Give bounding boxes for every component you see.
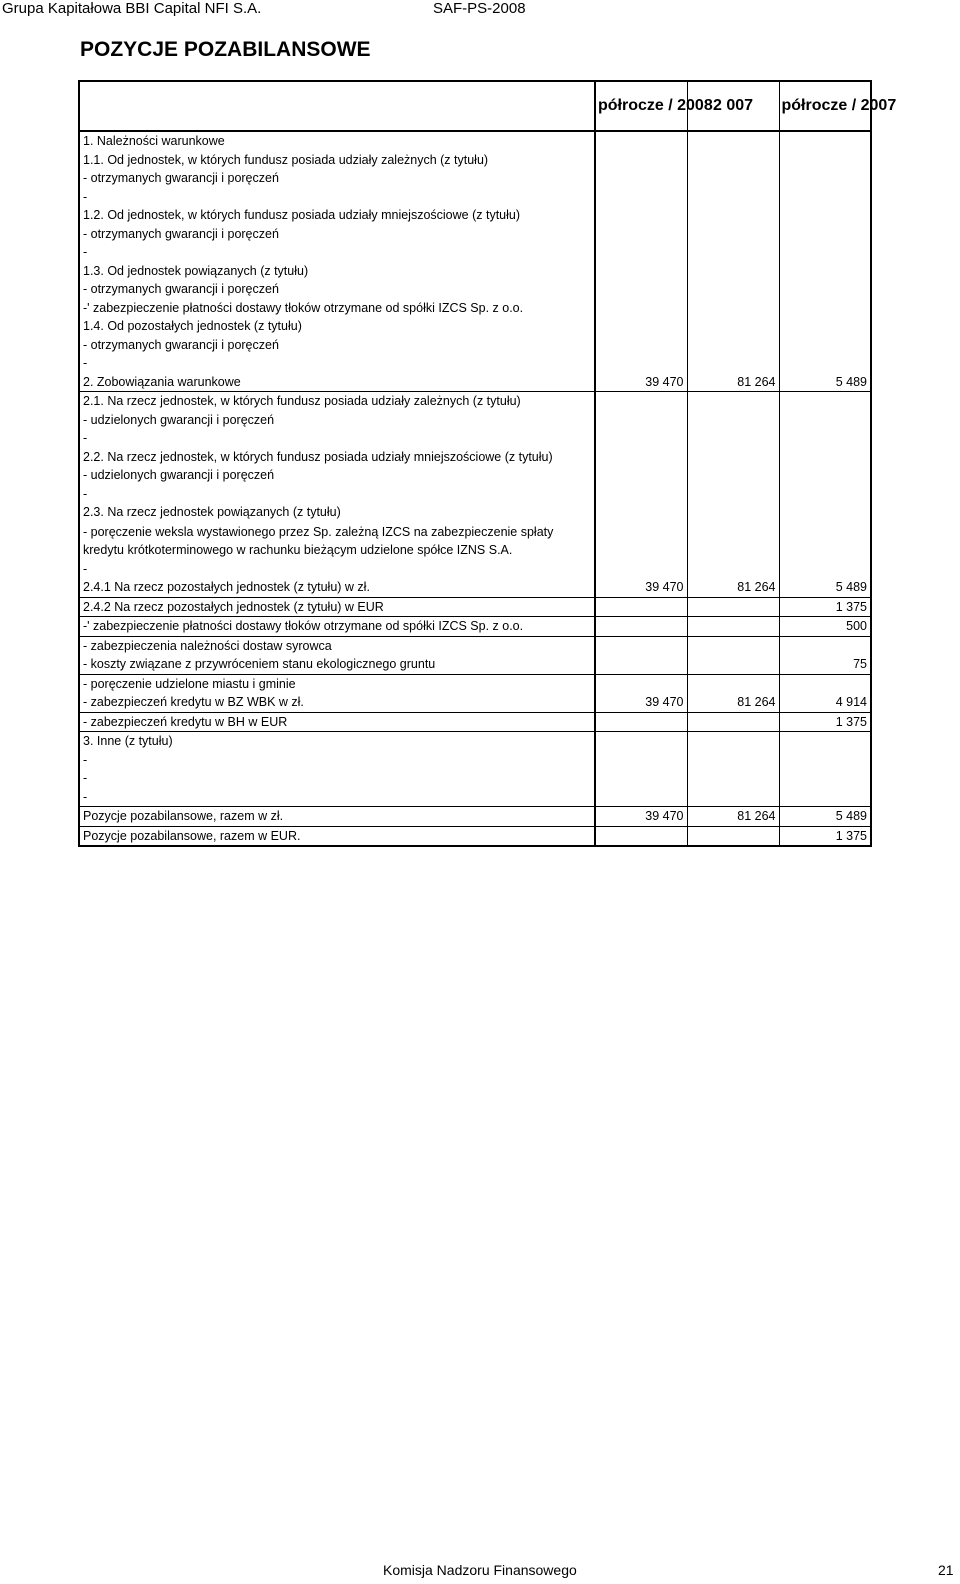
- row-value-v1: [595, 674, 687, 693]
- row-value-v1: [595, 503, 687, 522]
- row-value-v1: [595, 336, 687, 355]
- table-row: [79, 225, 871, 244]
- row-label: - poręczenie weksla wystawionego przez Sp. zależną IZCS na zabezpieczenie spłaty kredytu krótkoterminowego w rachunku bieżącym udzielone spółce IZNS S.A.: [79, 522, 595, 560]
- row-value-v1: [595, 732, 687, 751]
- row-value-v1: [595, 448, 687, 467]
- row-label: Pozycje pozabilansowe, razem w EUR.: [79, 826, 595, 846]
- table-row: [79, 392, 871, 411]
- row-value-v3: [779, 560, 871, 579]
- row-value-v2: [687, 751, 779, 770]
- row-value-v3: [779, 280, 871, 299]
- row-value-v1: [595, 751, 687, 770]
- row-value-v3: [779, 151, 871, 170]
- row-value-v3: [779, 392, 871, 411]
- row-value-v3: [779, 466, 871, 485]
- row-value-v2: [687, 169, 779, 188]
- row-value-v3: [779, 225, 871, 244]
- row-value-v1: [595, 826, 687, 846]
- table-row: [79, 636, 871, 655]
- table-row: [79, 485, 871, 504]
- row-label: 2.4.1 Na rzecz pozostałych jednostek (z tytułu) w zł.: [79, 578, 595, 597]
- row-value-v2: 81 264: [687, 373, 779, 392]
- row-value-v1: [595, 243, 687, 262]
- table-row: [79, 693, 871, 712]
- row-value-v1: [595, 769, 687, 788]
- table-row: [79, 503, 871, 522]
- row-label: - udzielonych gwarancji i poręczeń: [79, 411, 595, 430]
- row-label: - udzielonych gwarancji i poręczeń: [79, 466, 595, 485]
- table-row: [79, 751, 871, 770]
- row-label: -: [79, 429, 595, 448]
- row-value-v3: [779, 411, 871, 430]
- report-code: SAF-PS-2008: [433, 0, 526, 17]
- row-value-v2: [687, 188, 779, 207]
- table-row: [79, 336, 871, 355]
- row-label: -: [79, 788, 595, 807]
- table-row: [79, 243, 871, 262]
- row-value-v2: [687, 336, 779, 355]
- table-row: [79, 655, 871, 674]
- row-label: - poręczenie udzielone miastu i gminie: [79, 674, 595, 693]
- table-header-row: [79, 81, 871, 131]
- row-value-v2: [687, 597, 779, 617]
- row-value-v1: [595, 151, 687, 170]
- table-row: [79, 262, 871, 281]
- table-row: [79, 280, 871, 299]
- row-value-v3: [779, 262, 871, 281]
- table-row: [79, 151, 871, 170]
- row-value-v1: [595, 560, 687, 579]
- table-row: [79, 578, 871, 597]
- row-label: 1.2. Od jednostek, w których fundusz posiada udziały mniejszościowe (z tytułu): [79, 206, 595, 225]
- off-balance-table: [78, 80, 897, 847]
- row-label: - otrzymanych gwarancji i poręczeń: [79, 225, 595, 244]
- row-value-v3: 1 375: [779, 712, 871, 732]
- row-value-v3: [779, 788, 871, 807]
- table-row: [79, 373, 871, 392]
- row-value-v3: [779, 448, 871, 467]
- row-label: 2.2. Na rzecz jednostek, w których fundusz posiada udziały mniejszościowe (z tytułu): [79, 448, 595, 467]
- row-label: -: [79, 188, 595, 207]
- row-label: 1.1. Od jednostek, w których fundusz posiada udziały zależnych (z tytułu): [79, 151, 595, 170]
- row-value-v1: [595, 788, 687, 807]
- row-label: 1.4. Od pozostałych jednostek (z tytułu): [79, 317, 595, 336]
- row-value-v3: [779, 636, 871, 655]
- row-value-v2: [687, 262, 779, 281]
- row-value-v1: [595, 429, 687, 448]
- table-row: [79, 354, 871, 373]
- row-value-v3: [779, 299, 871, 318]
- row-value-v2: [687, 392, 779, 411]
- table-row: [79, 169, 871, 188]
- row-value-v1: [595, 299, 687, 318]
- row-value-v3: 500: [779, 617, 871, 637]
- row-label: -: [79, 751, 595, 770]
- row-value-v3: [779, 188, 871, 207]
- row-value-v2: [687, 466, 779, 485]
- row-value-v1: [595, 188, 687, 207]
- table-row: [79, 131, 871, 151]
- row-value-v1: [595, 262, 687, 281]
- company-header: Grupa Kapitałowa BBI Capital NFI S.A.: [2, 0, 262, 17]
- row-value-v2: [687, 712, 779, 732]
- row-value-v2: [687, 429, 779, 448]
- table-row: [79, 560, 871, 579]
- row-value-v1: [595, 280, 687, 299]
- row-label: Pozycje pozabilansowe, razem w zł.: [79, 807, 595, 827]
- row-value-v3: [779, 354, 871, 373]
- table-row: [79, 826, 871, 846]
- row-value-v2: [687, 354, 779, 373]
- footer-authority: Komisja Nadzoru Finansowego: [383, 1562, 577, 1578]
- row-value-v3: 4 914: [779, 693, 871, 712]
- row-value-v1: 39 470: [595, 807, 687, 827]
- row-value-v1: [595, 411, 687, 430]
- row-value-v1: [595, 636, 687, 655]
- row-value-v3: 5 489: [779, 373, 871, 392]
- row-value-v1: 39 470: [595, 578, 687, 597]
- row-value-v2: [687, 317, 779, 336]
- row-value-v3: [779, 522, 871, 560]
- table-row: [79, 807, 871, 827]
- row-value-v1: [595, 617, 687, 637]
- label-column-header: [79, 81, 595, 131]
- row-label: 2.1. Na rzecz jednostek, w których fundusz posiada udziały zależnych (z tytułu): [79, 392, 595, 411]
- row-label: -: [79, 485, 595, 504]
- table-row: [79, 299, 871, 318]
- row-value-v3: [779, 429, 871, 448]
- column-header-2007: 2 007: [687, 81, 779, 131]
- table-row: [79, 769, 871, 788]
- row-value-v3: 1 375: [779, 826, 871, 846]
- row-value-v2: [687, 131, 779, 151]
- row-value-v3: [779, 336, 871, 355]
- row-value-v2: [687, 243, 779, 262]
- table-row: [79, 674, 871, 693]
- row-value-v2: [687, 655, 779, 674]
- row-value-v2: [687, 485, 779, 504]
- row-value-v2: [687, 674, 779, 693]
- row-value-v2: [687, 448, 779, 467]
- row-value-v2: [687, 617, 779, 637]
- row-value-v2: [687, 769, 779, 788]
- row-label: -: [79, 354, 595, 373]
- row-value-v2: [687, 560, 779, 579]
- row-value-v2: [687, 299, 779, 318]
- table-row: [79, 466, 871, 485]
- row-value-v3: 5 489: [779, 807, 871, 827]
- row-value-v2: [687, 151, 779, 170]
- row-value-v2: 81 264: [687, 693, 779, 712]
- row-value-v2: 81 264: [687, 807, 779, 827]
- row-label: 3. Inne (z tytułu): [79, 732, 595, 751]
- table-row: [79, 448, 871, 467]
- row-value-v1: [595, 466, 687, 485]
- row-value-v1: [595, 131, 687, 151]
- row-value-v2: [687, 411, 779, 430]
- row-value-v1: [595, 597, 687, 617]
- row-value-v1: [595, 225, 687, 244]
- row-label: - otrzymanych gwarancji i poręczeń: [79, 280, 595, 299]
- row-label: - koszty związane z przywróceniem stanu ekologicznego gruntu: [79, 655, 595, 674]
- column-header-h1-2007: półrocze / 2007: [779, 81, 871, 131]
- row-label: 1.3. Od jednostek powiązanych (z tytułu): [79, 262, 595, 281]
- table-row: [79, 188, 871, 207]
- row-value-v3: [779, 243, 871, 262]
- row-value-v2: [687, 280, 779, 299]
- row-label: 2.3. Na rzecz jednostek powiązanych (z tytułu): [79, 503, 595, 522]
- row-value-v1: [595, 169, 687, 188]
- row-value-v2: [687, 522, 779, 560]
- row-value-v1: [595, 485, 687, 504]
- row-label: - zabezpieczeń kredytu w BH w EUR: [79, 712, 595, 732]
- row-label: -' zabezpieczenie płatności dostawy tłoków otrzymane od spółki IZCS Sp. z o.o.: [79, 299, 595, 318]
- row-value-v3: [779, 131, 871, 151]
- row-label: - zabezpieczeń kredytu w BZ WBK w zł.: [79, 693, 595, 712]
- table-row: [79, 597, 871, 617]
- page-title: POZYCJE POZABILANSOWE: [80, 38, 371, 61]
- table-row: [79, 317, 871, 336]
- row-value-v3: [779, 769, 871, 788]
- row-value-v2: [687, 732, 779, 751]
- row-label: - zabezpieczenia należności dostaw syrowca: [79, 636, 595, 655]
- table-row: [79, 411, 871, 430]
- row-value-v3: [779, 503, 871, 522]
- table-row: [79, 788, 871, 807]
- row-label: -: [79, 560, 595, 579]
- row-label: - otrzymanych gwarancji i poręczeń: [79, 169, 595, 188]
- row-value-v2: 81 264: [687, 578, 779, 597]
- row-value-v2: [687, 225, 779, 244]
- table-row: [79, 732, 871, 751]
- row-value-v3: [779, 732, 871, 751]
- row-value-v1: [595, 354, 687, 373]
- row-value-v3: [779, 206, 871, 225]
- row-value-v3: 1 375: [779, 597, 871, 617]
- row-value-v3: 75: [779, 655, 871, 674]
- row-label: - otrzymanych gwarancji i poręczeń: [79, 336, 595, 355]
- column-header-h1-2008: półrocze / 2008: [595, 81, 687, 131]
- row-value-v2: [687, 206, 779, 225]
- row-value-v1: [595, 655, 687, 674]
- footer-page-number: 21: [938, 1562, 954, 1578]
- table-row: [79, 712, 871, 732]
- row-value-v2: [687, 503, 779, 522]
- row-value-v3: 5 489: [779, 578, 871, 597]
- row-value-v3: [779, 485, 871, 504]
- table-row: [79, 522, 871, 560]
- row-value-v2: [687, 636, 779, 655]
- row-value-v3: [779, 317, 871, 336]
- row-value-v1: 39 470: [595, 373, 687, 392]
- table-row: [79, 617, 871, 637]
- row-value-v1: [595, 317, 687, 336]
- table-row: [79, 429, 871, 448]
- row-value-v3: [779, 751, 871, 770]
- row-value-v2: [687, 826, 779, 846]
- row-label: -' zabezpieczenie płatności dostawy tłoków otrzymane od spółki IZCS Sp. z o.o.: [79, 617, 595, 637]
- row-value-v1: [595, 392, 687, 411]
- row-label: 1. Należności warunkowe: [79, 131, 595, 151]
- row-value-v3: [779, 169, 871, 188]
- row-label: 2. Zobowiązania warunkowe: [79, 373, 595, 392]
- row-value-v1: [595, 206, 687, 225]
- row-label: -: [79, 243, 595, 262]
- row-value-v1: [595, 712, 687, 732]
- row-value-v2: [687, 788, 779, 807]
- row-label: 2.4.2 Na rzecz pozostałych jednostek (z tytułu) w EUR: [79, 597, 595, 617]
- row-value-v1: 39 470: [595, 693, 687, 712]
- row-label: -: [79, 769, 595, 788]
- row-value-v3: [779, 674, 871, 693]
- table-row: [79, 206, 871, 225]
- row-value-v1: [595, 522, 687, 560]
